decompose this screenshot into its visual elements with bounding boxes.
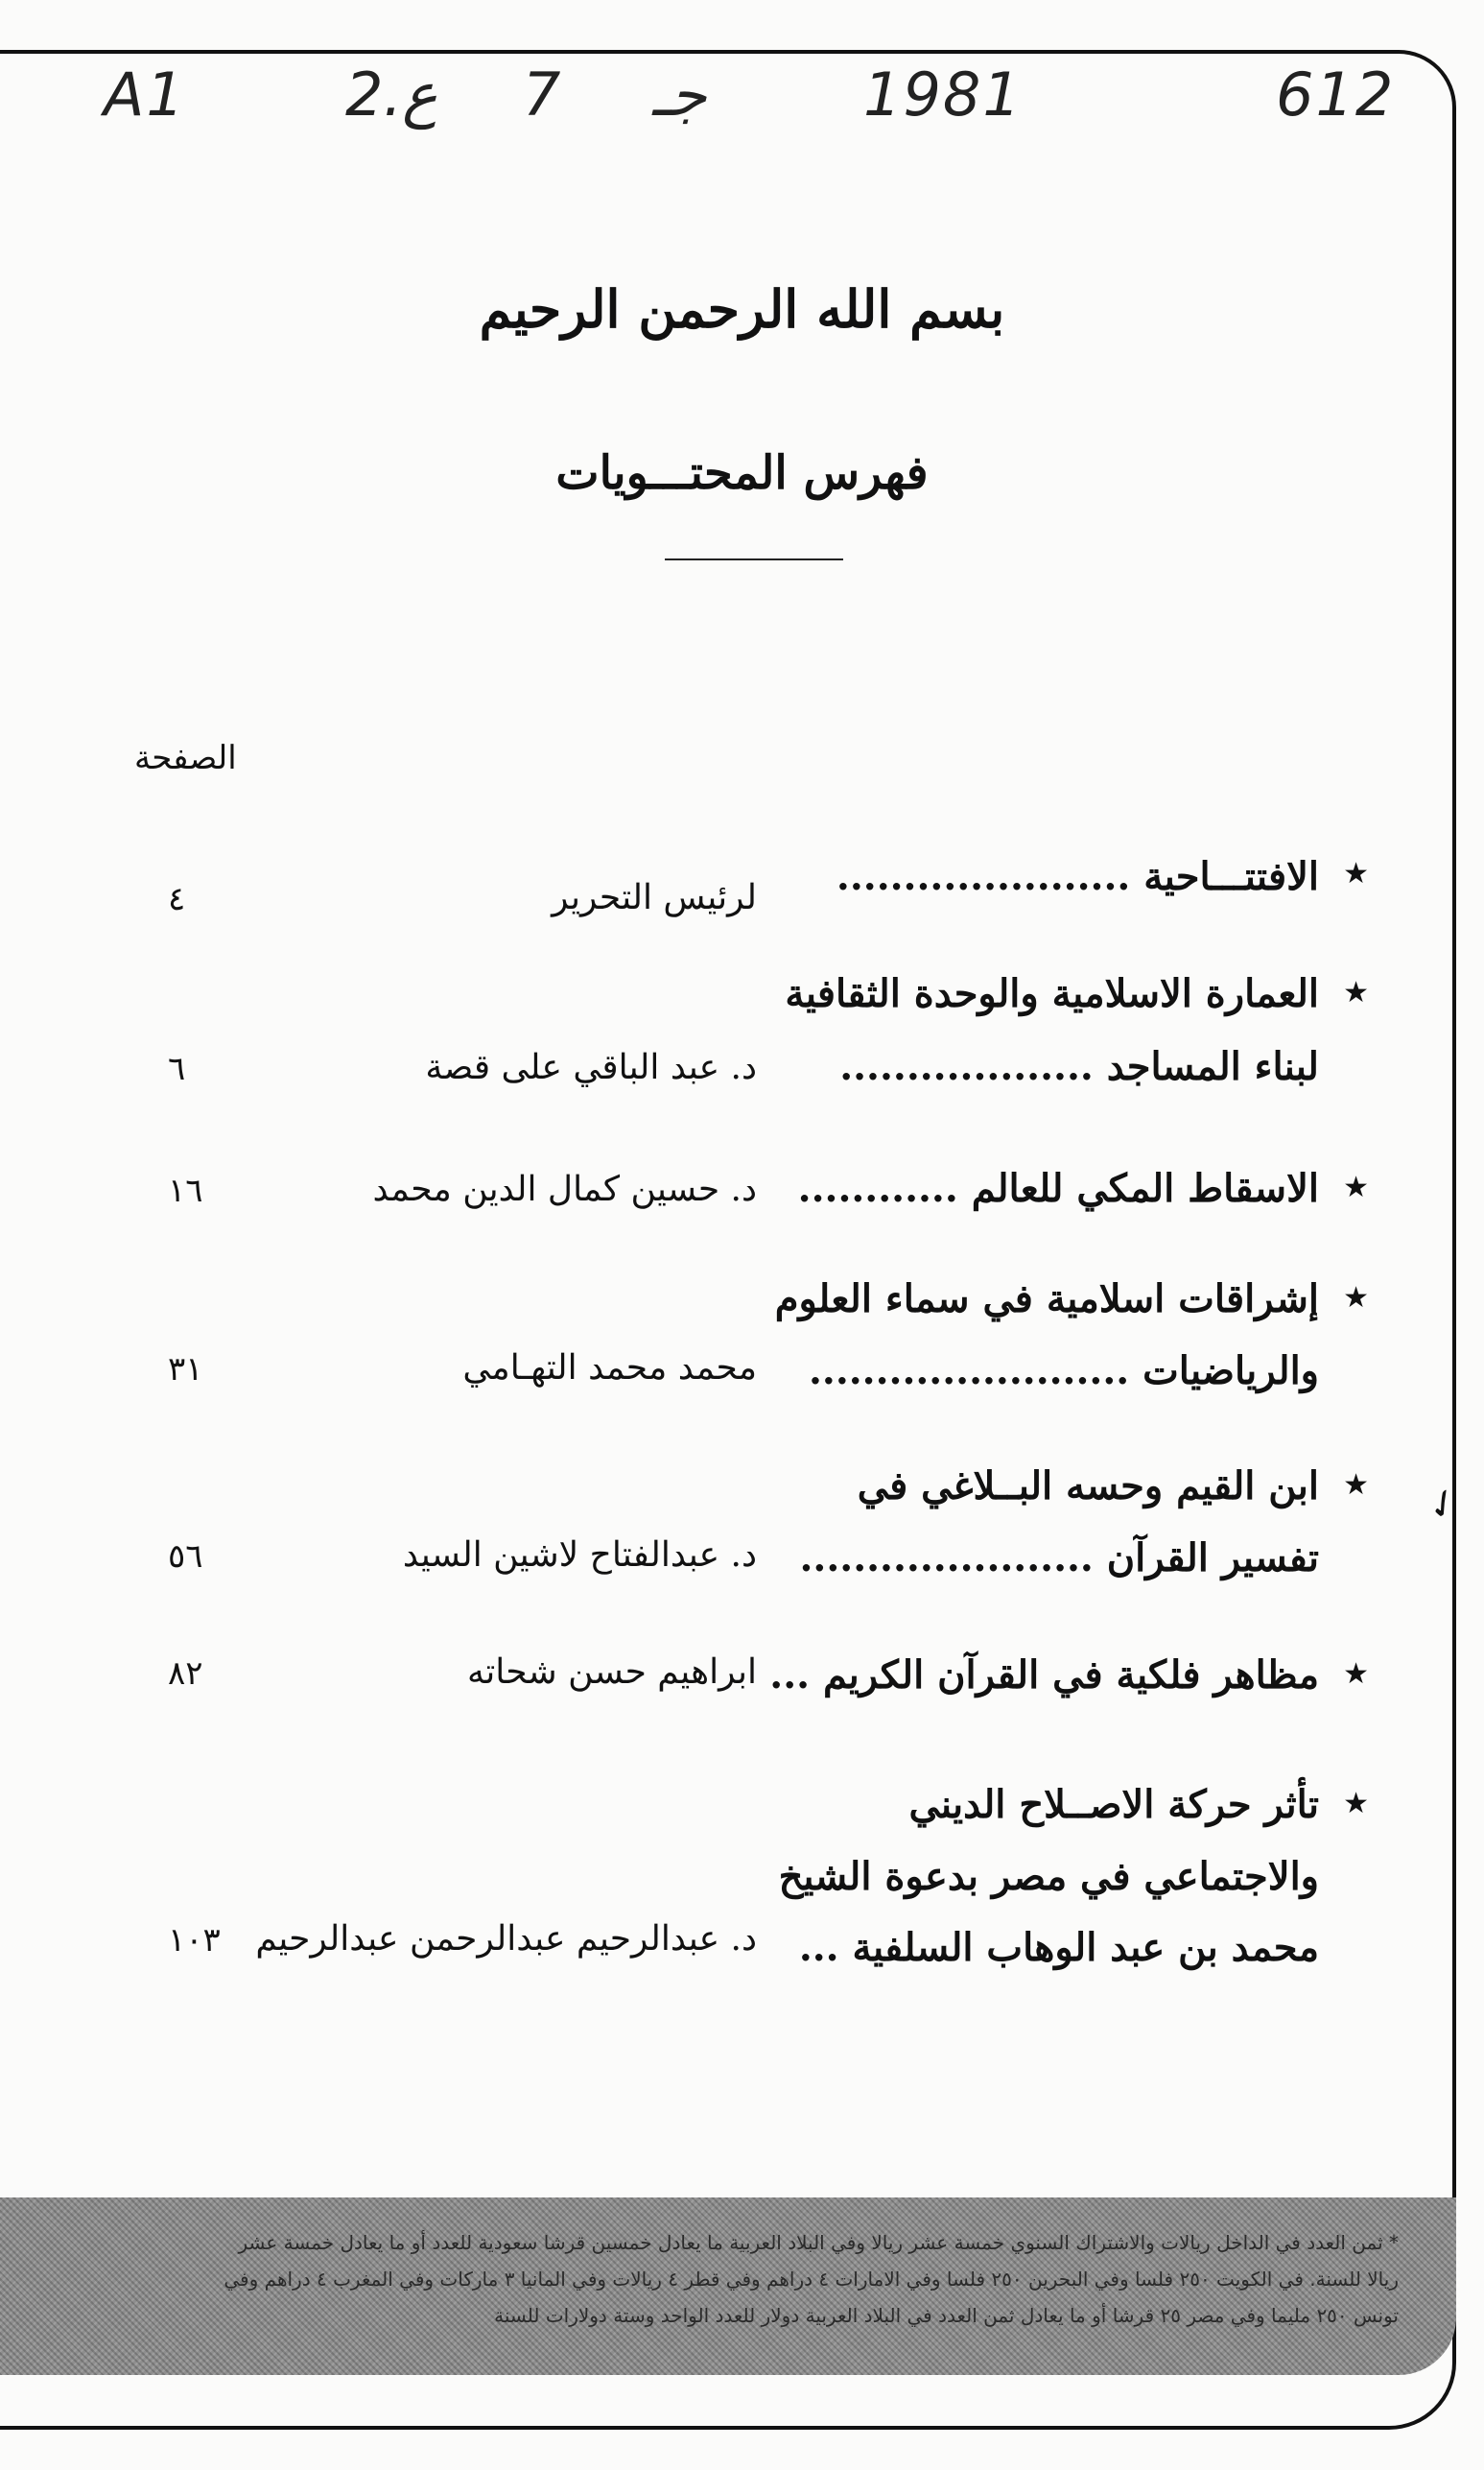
page-column-label: الصفحة [134, 739, 237, 777]
star-bullet-icon: ★ [1343, 1468, 1369, 1502]
entry-title-continued: لبناء المساجد ................... [839, 1044, 1319, 1089]
price-notice-line: ريالا للسنة. في الكويت ٢٥٠ فلسا وفي البحرين ٢٥٠ فلسا وفي الامارات ٤ دراهم وفي قطر ٤ ريالات وفي المانيا ٣ ماركات وفي المغرب ٤ دراهم وفي [224, 2268, 1399, 2291]
star-bullet-icon: ★ [1343, 1281, 1369, 1315]
entry-page: ٨٢ [168, 1654, 203, 1693]
entry-title-continued: تفسير القرآن ...................... [799, 1535, 1319, 1580]
page-title: فهرس المحتـــويات [555, 446, 929, 500]
entry-title: الاسقاط المكي للعالم ............ [797, 1166, 1319, 1211]
star-bullet-icon: ★ [1343, 1171, 1369, 1204]
star-bullet-icon: ★ [1343, 857, 1369, 891]
price-notice-line: * ثمن العدد في الداخل ريالات والاشتراك السنوي خمسة عشر ريالا وفي البلاد العربية ما يعادل خمسين قرشا سعودية للعدد أو ما يعادل خمسة عشر [238, 2231, 1399, 2254]
entry-page: ١٦ [168, 1172, 203, 1210]
handwritten-issue: 2.ع [345, 59, 438, 130]
title-divider [665, 558, 843, 560]
entry-title: الافتتـــاحية ...................... [836, 854, 1319, 899]
star-bullet-icon: ★ [1343, 1787, 1369, 1820]
handwritten-shelfmark: A1 [104, 59, 186, 130]
entry-author: د. عبدالفتاح لاشين السيد [402, 1535, 757, 1575]
entry-title-continued: محمد بن عبد الوهاب السلفية ... [798, 1925, 1319, 1970]
entry-title: إشراقات اسلامية في سماء العلوم [774, 1276, 1319, 1321]
entry-page: ٦ [168, 1050, 186, 1088]
entry-author: د. عبدالرحيم عبدالرحمن عبدالرحيم [255, 1919, 757, 1959]
price-notice-line: تونس ٢٥٠ مليما وفي مصر ٢٥ قرشا أو ما يعادل ثمن العدد في البلاد العربية دولار للعدد الواحد وستة دولارات للسنة [494, 2304, 1399, 2327]
basmala-heading: بسم الله الرحمن الرحيم [479, 278, 1005, 340]
handwritten-number: 612 [1276, 59, 1396, 130]
entry-title: ابن القيم وحسه البــلاغي في [857, 1463, 1319, 1508]
entry-title: العمارة الاسلامية والوحدة الثقافية [785, 971, 1319, 1016]
entry-author: د. عبد الباقي على قصة [425, 1048, 757, 1087]
star-bullet-icon: ★ [1343, 1657, 1369, 1691]
entry-title: تأثر حركة الاصــلاح الديني [908, 1782, 1319, 1827]
entry-title-continued: والرياضيات ........................ [808, 1348, 1319, 1393]
entry-author: د. حسين كمال الدين محمد [372, 1170, 757, 1209]
handwritten-year: 1981 [863, 59, 1023, 130]
entry-page: ٤ [168, 880, 186, 918]
entry-title-continued: والاجتماعي في مصر بدعوة الشيخ [778, 1854, 1319, 1899]
star-bullet-icon: ★ [1343, 976, 1369, 1009]
handwritten-volume-number: 7 [523, 59, 563, 130]
entry-page: ١٠٣ [168, 1921, 221, 1959]
entry-author: ابراهيم حسن شحاته [466, 1652, 757, 1692]
checkmark-icon: ✓ [1418, 1477, 1469, 1532]
handwritten-volume-label: جـ [652, 59, 707, 130]
entry-author: لرئيس التحرير [552, 878, 757, 917]
entry-title: مظاهر فلكية في القرآن الكريم ... [769, 1652, 1319, 1698]
page-border [0, 50, 1456, 2430]
entry-page: ٣١ [168, 1350, 203, 1389]
price-notice-box [0, 2197, 1456, 2375]
entry-page: ٥٦ [168, 1537, 203, 1576]
entry-author: محمد محمد التهـامي [462, 1348, 757, 1388]
